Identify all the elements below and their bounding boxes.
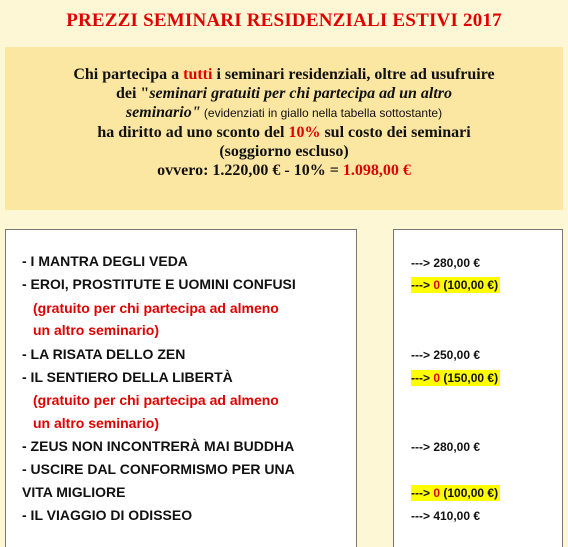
price-item: ---> 410,00 € <box>411 509 481 523</box>
seminar-item: - I MANTRA DEGLI VEDA <box>22 253 188 269</box>
price-item: ---> 280,00 € <box>411 440 481 454</box>
price-item: ---> 280,00 € <box>411 256 481 270</box>
intro-line-5: (soggiorno escluso) <box>219 143 349 160</box>
free-note: un altro seminario) <box>33 415 160 431</box>
discount-percent: 10% <box>288 124 321 141</box>
seminar-item: - USCIRE DAL CONFORMISMO PER UNA <box>22 461 295 477</box>
discount-info-box <box>5 47 563 210</box>
seminar-item: - IL VIAGGIO DI ODISSEO <box>22 507 193 523</box>
intro-line-4: ha diritto ad uno sconto del 10% sul costo dei seminari <box>97 124 471 141</box>
intro-line-3: seminario" (evidenziati in giallo nella tabella sottostante) <box>125 104 443 121</box>
seminar-list <box>5 229 357 547</box>
discounted-total: 1.098,00 € <box>342 162 411 179</box>
free-note: (gratuito per chi partecipa ad almeno <box>33 392 279 408</box>
intro-line-1: Chi partecipa a tutti i seminari residenziali, oltre ad usufruire <box>73 66 495 83</box>
intro-line-2: dei "seminari gratuiti per chi partecipa ad un altro <box>115 85 453 102</box>
free-note: un altro seminario) <box>33 322 160 338</box>
price-item-free: ---> 0 (100,00 €) <box>411 278 499 292</box>
seminar-item: - IL SENTIERO DELLA LIBERTÀ <box>22 369 233 385</box>
seminar-item: - LA RISATA DELLO ZEN <box>22 346 186 362</box>
seminar-item: VITA MIGLIORE <box>22 484 126 500</box>
highlight-tutti: tutti <box>183 66 213 83</box>
price-item-free: ---> 0 (100,00 €) <box>411 486 499 500</box>
free-note: (gratuito per chi partecipa ad almeno <box>33 300 279 316</box>
price-item-free: ---> 0 (150,00 €) <box>411 371 499 385</box>
price-item: ---> 250,00 € <box>411 348 481 362</box>
price-list <box>393 229 563 547</box>
seminar-item: - ZEUS NON INCONTRERÀ MAI BUDDHA <box>22 438 295 454</box>
seminar-item: - EROI, PROSTITUTE E UOMINI CONFUSI <box>22 276 296 292</box>
page-title: PREZZI SEMINARI RESIDENZIALI ESTIVI 2017 <box>66 10 502 31</box>
intro-line-6: ovvero: 1.220,00 € - 10% = 1.098,00 € <box>157 162 411 179</box>
